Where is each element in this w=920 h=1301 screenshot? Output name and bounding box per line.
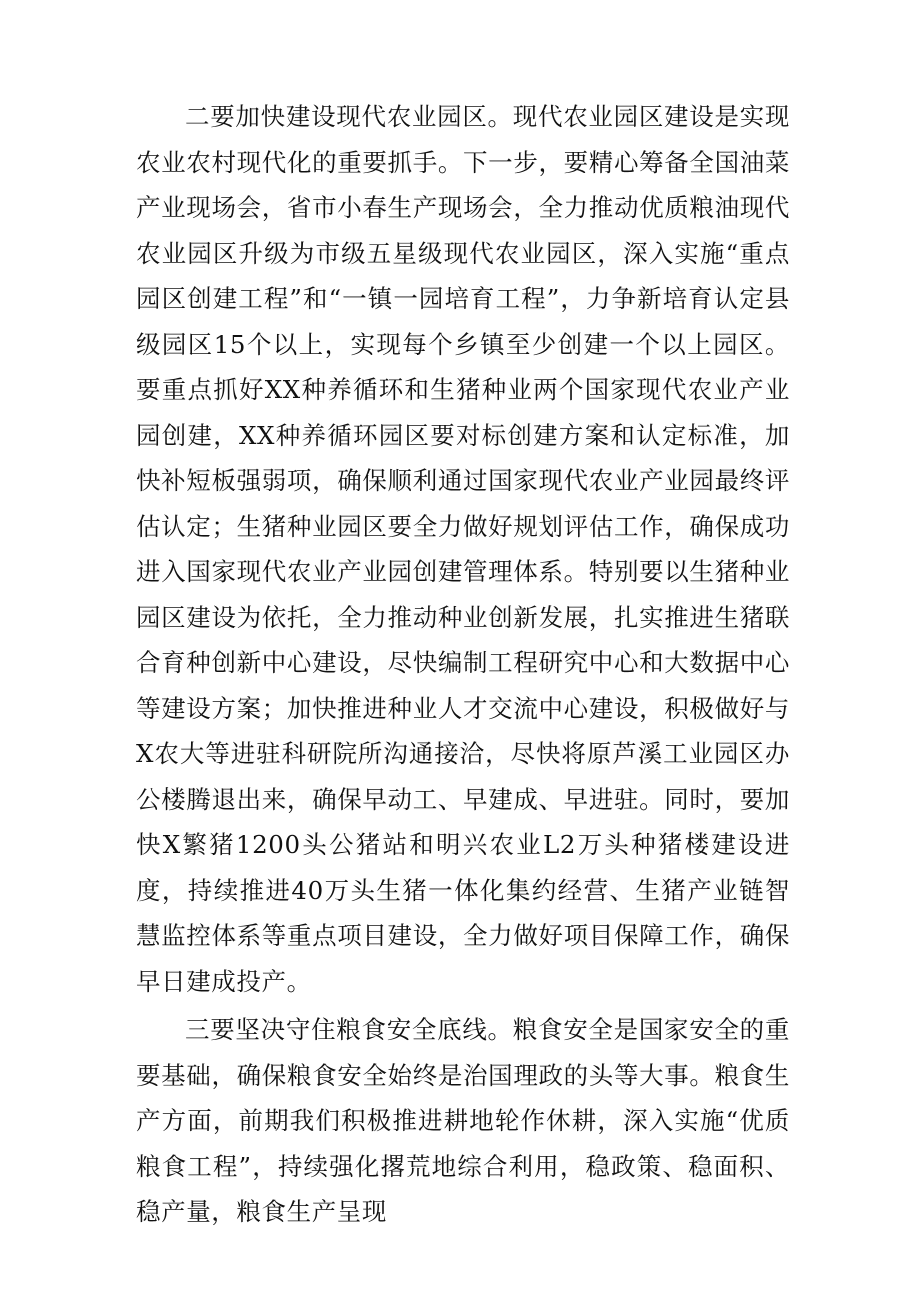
paragraph-food-security: 三要坚决守住粮食安全底线。粮食安全是国家安全的重要基础，确保粮食安全始终是治国理政的头等大事。粮食生产方面，前期我们积极推进耕地轮作休耕，深入实施“优质粮食工程”，持续强化撂荒地综合利用，稳政策、稳面积、稳产量，粮食生产呈现	[136, 1015, 790, 1226]
document-body	[136, 94, 790, 1235]
paragraph-modern-agricultural-parks: 二要加快建设现代农业园区。现代农业园区建设是实现农业农村现代化的重要抓手。下一步，要精心筹备全国油菜产业现场会，省市小春生产现场会，全力推动优质粮油现代农业园区升级为市级五星级现代农业园区，深入实施“重点园区创建工程”和“一镇一园培育工程”，力争新培育认定县级园区15个以上，实现每个乡镇至少创建一个以上园区。要重点抓好XX种养循环和生猪种业两个国家现代农业产业园创建，XX种养循环园区要对标创建方案和认定标准，加快补短板强弱项，确保顺利通过国家现代农业产业园最终评估认定；生猪种业园区要全力做好规划评估工作，确保成功进入国家现代农业产业园创建管理体系。特别要以生猪种业园区建设为依托，全力推动种业创新发展，扎实推进生猪联合育种创新中心建设，尽快编制工程研究中心和大数据中心等建设方案；加快推进种业人才交流中心建设，积极做好与X农大等进驻科研院所沟通接洽，尽快将原芦溪工业园区办公楼腾退出来，确保早动工、早建成、早进驻。同时，要加快X繁猪1200头公猪站和明兴农业L2万头种猪楼建设进度，持续推进40万头生猪一体化集约经营、生猪产业链智慧监控体系等重点项目建设，全力做好项目保障工作，确保早日建成投产。	[136, 102, 790, 996]
